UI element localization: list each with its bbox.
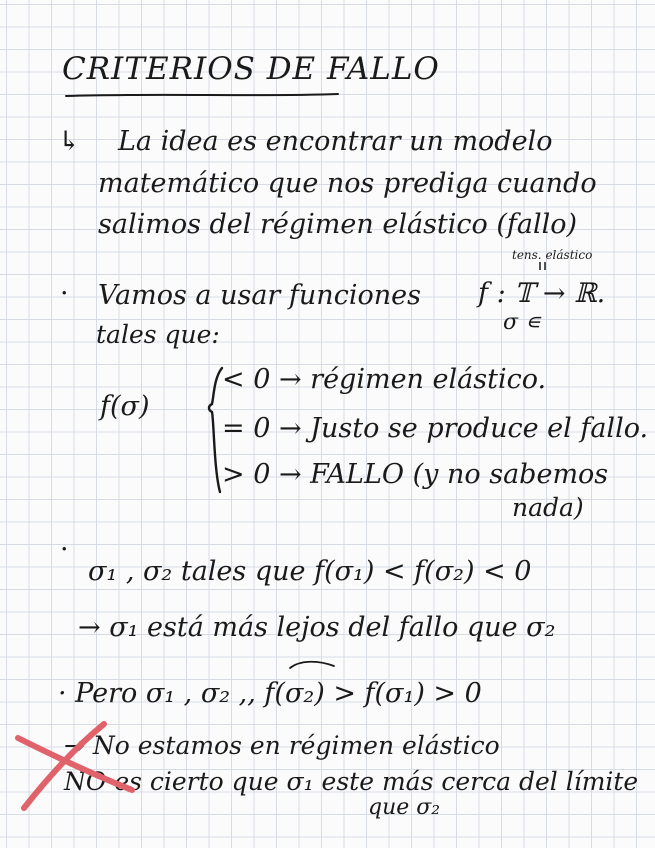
but-bracket xyxy=(290,662,334,668)
page-title: CRITERIOS DE FALLO xyxy=(62,51,440,87)
tensor-tick-marks xyxy=(540,262,545,270)
intro-line-3: salimos del régimen elástico (fallo) xyxy=(98,209,578,240)
intro-arrow-icon: ↳ xyxy=(58,126,81,157)
sigma-annotation: σ ∊ xyxy=(503,310,541,335)
bullet-1: · xyxy=(60,278,69,309)
comparison-line-1: σ₁ , σ₂ tales que f(σ₁) < f(σ₂) < 0 xyxy=(88,556,532,587)
case-less-than: < 0 → régimen elástico. xyxy=(222,364,547,395)
function-mapping: f : 𝕋 → ℝ. xyxy=(478,278,606,309)
title-underline xyxy=(66,94,338,96)
tensor-annotation: tens. elástico xyxy=(512,248,593,262)
cases-brace xyxy=(209,368,222,492)
functions-line-1: Vamos a usar funciones xyxy=(98,280,421,311)
intro-line-2: matemático que nos prediga cuando xyxy=(98,168,597,199)
bullet-2: · xyxy=(60,534,69,565)
case-greater-than: > 0 → FALLO (y no sabemos xyxy=(222,459,609,490)
but-line-4: que σ₂ xyxy=(368,795,441,820)
but-line-1: · Pero σ₁ , σ₂ ,, f(σ₂) > f(σ₁) > 0 xyxy=(58,678,482,709)
case-function: f(σ) xyxy=(100,391,150,422)
comparison-line-2: → σ₁ está más lejos del fallo que σ₂ xyxy=(78,612,556,643)
but-line-3: NO es cierto que σ₁ este más cerca del límite xyxy=(64,767,639,796)
intro-line-1: La idea es encontrar un modelo xyxy=(118,126,553,157)
red-cross-icon xyxy=(18,724,132,808)
but-line-2: → No estamos en régimen elástico xyxy=(64,731,500,760)
case-greater-cont: nada) xyxy=(512,493,584,522)
functions-line-2: tales que: xyxy=(96,320,220,349)
case-equal: = 0 → Justo se produce el fallo. xyxy=(222,413,649,444)
